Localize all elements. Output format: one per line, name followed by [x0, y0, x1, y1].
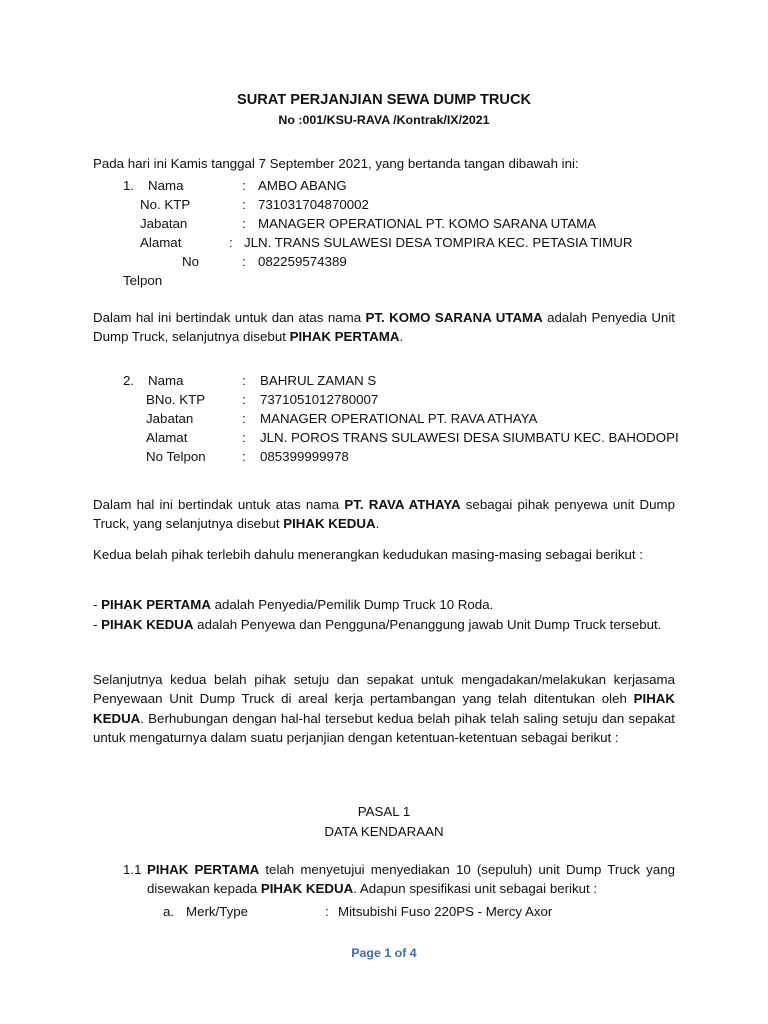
party-2-telpon-sep: :	[242, 449, 246, 464]
para1-text-3: .	[399, 329, 404, 345]
party-2-ktp-sep: :	[242, 392, 246, 407]
clause-party-1: PIHAK PERTAMA	[147, 862, 260, 877]
party-1-nama-value: AMBO ABANG	[258, 178, 347, 193]
clause-text-2: . Adapun spesifikasi unit sebagai berikut :	[353, 881, 598, 896]
clause-text	[147, 860, 675, 898]
positions-intro: Kedua belah pihak terlebih dahulu menerangkan kedudukan masing-masing sebagai berikut :	[93, 547, 643, 562]
role-2-party: PIHAK KEDUA	[101, 617, 194, 632]
party-2-telpon-value: 085399999978	[260, 449, 349, 464]
role-pihak-kedua	[93, 615, 675, 634]
party-1-nama-sep: :	[242, 178, 246, 193]
party-1-telpon-label-a: No	[182, 254, 199, 269]
pasal-subheading: DATA KENDARAAN	[324, 824, 444, 839]
para1-role: PIHAK PERTAMA	[289, 329, 400, 345]
party-1-alamat-value: JLN. TRANS SULAWESI DESA TOMPIRA KEC. PETASIA TIMUR	[244, 235, 633, 250]
party-2-jabatan-label: Jabatan	[146, 411, 194, 426]
para1-text-2: adalah Penyedia Unit Dump Truck, selanjutnya disebut	[93, 310, 675, 345]
party-1-index: 1.	[123, 178, 135, 193]
party-2-ktp-value: 7371051012780007	[260, 392, 379, 407]
party-1-nama-label: Nama	[148, 178, 184, 193]
role-2-dash: -	[93, 617, 102, 632]
para1-company: PT. KOMO SARANA UTAMA	[365, 310, 543, 325]
party-1-telpon-label-b: Telpon	[123, 273, 163, 288]
party-2-index: 2.	[123, 373, 135, 388]
party-1-jabatan-value: MANAGER OPERATIONAL PT. KOMO SARANA UTAMA	[258, 216, 597, 231]
party-1-ktp-sep: :	[242, 197, 246, 212]
party-2-description	[93, 495, 675, 534]
document-title: SURAT PERJANJIAN SEWA DUMP TRUCK	[236, 92, 532, 108]
document-number: No :001/KSU-RAVA /Kontrak/IX/2021	[278, 113, 490, 127]
clause-party-2: PIHAK KEDUA	[260, 881, 354, 896]
party-2-alamat-value: JLN. POROS TRANS SULAWESI DESA SIUMBATU KEC. BAHODOPI	[260, 430, 679, 445]
party-2-nama-value: BAHRUL ZAMAN S	[260, 373, 377, 388]
role-1-party: PIHAK PERTAMA	[101, 597, 211, 612]
role-1-text: adalah Penyedia/Pemilik Dump Truck 10 Roda.	[210, 597, 494, 612]
party-2-telpon-label: No Telpon	[146, 449, 206, 464]
party-1-alamat-sep: :	[229, 235, 233, 250]
party-1-telpon-value: 082259574389	[258, 254, 347, 269]
party-1-jabatan-label: Jabatan	[140, 216, 188, 231]
para2-text-2: sebagai pihak penyewa unit Dump Truck, yang selanjutnya disebut	[93, 497, 675, 532]
clause-number: 1.1	[123, 862, 142, 877]
party-2-alamat-label: Alamat	[146, 430, 188, 445]
party-2-nama-sep: :	[242, 373, 246, 388]
para2-text-1: Dalam hal ini bertindak untuk atas nama	[93, 497, 345, 512]
spec-sep: :	[325, 904, 329, 919]
party-1-telpon-sep: :	[242, 254, 246, 269]
para4-text-1: Selanjutnya kedua belah pihak setuju dan sepakat untuk mengadakan/melakukan kerjasama Penyewaan Unit Dump Truck di areal kerja pertambangan yang telah ditentukan oleh	[93, 672, 675, 707]
party-2-jabatan-sep: :	[242, 411, 246, 426]
party-2-ktp-label: BNo. KTP	[146, 392, 206, 407]
party-1-jabatan-sep: :	[242, 216, 246, 231]
role-pihak-pertama	[93, 595, 493, 614]
para2-company: PT. RAVA ATHAYA	[344, 497, 461, 512]
pasal-heading: PASAL 1	[357, 804, 411, 819]
page-number: Page 1 of 4	[351, 946, 417, 960]
party-2-nama-label: Nama	[148, 373, 184, 388]
intro-text: Pada hari ini Kamis tanggal 7 September 2021, yang bertanda tangan dibawah ini:	[93, 156, 579, 171]
party-1-ktp-value: 731031704870002	[258, 197, 369, 212]
party-2-alamat-sep: :	[242, 430, 246, 445]
agreement-paragraph	[93, 670, 675, 747]
para1-text-1: Dalam hal ini bertindak untuk dan atas nama	[93, 310, 366, 325]
spec-letter: a.	[163, 904, 175, 919]
para2-text-3: .	[375, 516, 380, 532]
para4-party: PIHAK KEDUA	[93, 691, 675, 726]
clause-text-1: telah menyetujui menyediakan 10 (sepuluh) unit Dump Truck yang disewakan kepada	[147, 862, 675, 896]
party-1-ktp-label: No. KTP	[140, 197, 191, 212]
party-1-alamat-label: Alamat	[140, 235, 182, 250]
role-2-text: adalah Penyewa dan Pengguna/Penanggung jawab Unit Dump Truck tersebut.	[193, 617, 662, 632]
spec-label: Merk/Type	[186, 904, 249, 919]
role-1-dash: -	[93, 597, 102, 612]
party-1-description	[93, 308, 675, 347]
para4-text-2: . Berhubungan dengan hal-hal tersebut kedua belah pihak telah saling setuju dan sepakat untuk mengaturnya dalam suatu perjanjian dengan ketentuan-ketentuan sebagai berikut :	[93, 710, 675, 745]
para2-role: PIHAK KEDUA	[283, 516, 376, 532]
party-2-jabatan-value: MANAGER OPERATIONAL PT. RAVA ATHAYA	[260, 411, 538, 426]
spec-value: Mitsubishi Fuso 220PS - Mercy Axor	[338, 904, 553, 919]
